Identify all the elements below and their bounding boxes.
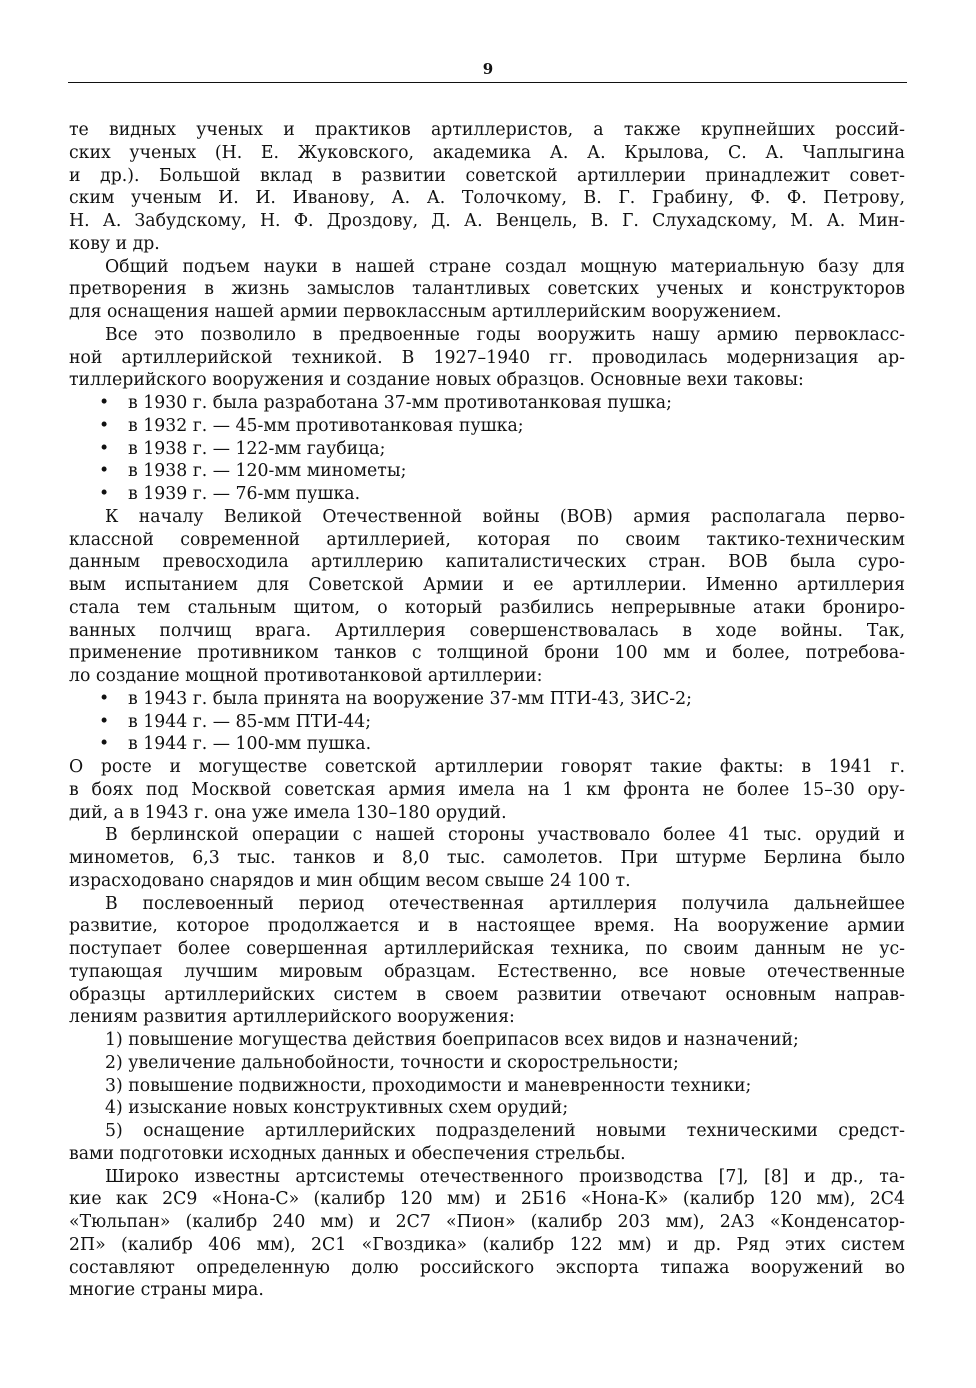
list-item xyxy=(69,688,905,711)
list-item: 2) увеличение дальнобойности, точности и скорострельности; xyxy=(105,1052,679,1073)
list-item xyxy=(69,711,905,734)
text-line: в боях под Москвой советская армия имела на 1 км фронта не более 15–30 ору- xyxy=(69,779,905,800)
list-item: 4) изыскание новых конструктивных схем орудий; xyxy=(105,1098,569,1119)
list-item: 1) повышение могущества действия боеприпасов всех видов и назначений; xyxy=(105,1030,799,1050)
text-line: «Тюльпан» (калибр 240 мм) и 2С7 «Пион» (калибр 203 мм), 2А3 «Конденсатор- xyxy=(69,1212,905,1232)
text-line: образцы артиллерийских систем в своем развитии отвечают основным направ- xyxy=(69,984,905,1005)
text-line: К началу Великой Отечественной войны (ВОВ) армия располагала перво- xyxy=(105,506,905,527)
paragraph xyxy=(69,824,905,892)
text-line: 2П» (калибр 406 мм), 2С1 «Гвоздика» (калибр 122 мм) и др. Ряд этих систем xyxy=(69,1234,905,1255)
paragraph xyxy=(69,1120,905,1166)
text-line: ских ученых (Н. Е. Жуковского, академика А. А. Крылова, С. А. Чаплыгина xyxy=(69,142,905,163)
text-line: ло создание мощной противотанковой артиллерии: xyxy=(69,666,543,686)
text-line: многие страны мира. xyxy=(69,1280,264,1301)
bullet-icon: • xyxy=(99,461,110,482)
text-line: поступает более совершенная артиллерийская техника, по своим данным не ус- xyxy=(69,939,905,959)
text-line: Н. А. Забудскому, Н. Ф. Дроздову, Д. А. Венцель, В. Г. Слухадскому, М. А. Мин- xyxy=(69,211,905,231)
text-line: и др.). Большой вклад в развитии советской артиллерии принадлежит совет- xyxy=(69,165,905,186)
bullet-icon: • xyxy=(99,393,110,413)
list-item-text: в 1932 г. — 45-мм противотанковая пушка; xyxy=(128,415,524,436)
text-line: классной современной артиллерией, которая по своим тактико-техническим xyxy=(69,529,905,550)
paragraph xyxy=(69,119,905,256)
text-line: стала тем стальным щитом, о который разбились непрерывные атаки брониро- xyxy=(69,597,905,618)
text-line: лениям развития артиллерийского вооружения: xyxy=(69,1007,515,1028)
bullet-icon: • xyxy=(99,711,110,732)
bullet-list xyxy=(69,688,905,756)
list-item-text: в 1944 г. — 85-мм ПТИ-44; xyxy=(128,711,372,732)
bullet-icon: • xyxy=(99,438,110,459)
list-item-text: в 1930 г. была разработана 37-мм противотанковая пушка; xyxy=(128,393,672,413)
paragraph xyxy=(69,506,905,688)
text-line: В берлинской операции с нашей стороны участвовало более 41 тыс. орудий и xyxy=(105,825,905,846)
bullet-icon: • xyxy=(99,415,110,436)
paragraph xyxy=(69,1166,905,1303)
text-line: ванных полчищ врага. Артиллерия совершенствовалась в ходе войны. Так, xyxy=(69,620,905,641)
list-item xyxy=(69,483,905,506)
paragraph xyxy=(69,256,905,324)
text-line: составляют определенную долю российского экспорта типажа вооружений во xyxy=(69,1257,905,1278)
text-line: В послевоенный период отечественная артиллерия получила дальнейшее xyxy=(105,893,905,914)
list-item xyxy=(69,392,905,415)
text-line: кие как 2С9 «Нона-С» (калибр 120 мм) и 2Б16 «Нона-К» (калибр 120 мм), 2С4 xyxy=(69,1189,905,1210)
list-item-text: в 1939 г. — 76-мм пушка. xyxy=(128,484,361,504)
text-line: те видных ученых и практиков артиллеристов, а также крупнейших россий- xyxy=(69,120,905,140)
text-line: для оснащения нашей армии первоклассным артиллерийским вооружением. xyxy=(69,302,782,322)
paragraph xyxy=(69,324,905,392)
bullet-list xyxy=(69,392,905,506)
bullet-icon: • xyxy=(99,734,110,755)
text-line: минометов, 6,3 тыс. танков и 8,0 тыс. самолетов. При штурме Берлина было xyxy=(69,848,905,868)
text-line: тиллерийского вооружения и создание новых образцов. Основные вехи таковы: xyxy=(69,370,804,391)
text-line: претворения в жизнь замыслов талантливых советских ученых и конструкторов xyxy=(69,279,905,300)
bullet-icon: • xyxy=(99,688,110,709)
text-line: кову и др. xyxy=(69,233,160,254)
list-item xyxy=(69,733,905,756)
numbered-list xyxy=(69,1029,905,1120)
text-line: Все это позволило в предвоенные годы вооружить нашу армию первокласс- xyxy=(105,324,905,345)
bullet-icon: • xyxy=(99,484,110,504)
list-item xyxy=(69,438,905,461)
text-line: тупающая лучшим мировым образцам. Естественно, все новые отечественные xyxy=(69,961,905,982)
page-body xyxy=(69,119,905,1302)
list-item-text: в 1944 г. — 100-мм пушка. xyxy=(128,734,372,755)
text-line: ной артиллерийской техникой. В 1927–1940 гг. проводилась модернизация ар- xyxy=(69,347,905,368)
list-item-text: в 1938 г. — 122-мм гаубица; xyxy=(128,438,386,459)
text-line: развитие, которое продолжается и в настоящее время. На вооружение армии xyxy=(69,916,905,937)
text-line: Общий подъем науки в нашей стране создал мощную материальную базу для xyxy=(105,256,905,277)
text-line: дий, а в 1943 г. она уже имела 130–180 орудий. xyxy=(69,802,507,823)
list-item xyxy=(69,460,905,483)
header-rule xyxy=(68,82,907,83)
text-line: израсходовано снарядов и мин общим весом свыше 24 100 т. xyxy=(69,870,631,891)
text-line: данным превосходила артиллерию капиталистических стран. ВОВ была суро- xyxy=(69,552,905,573)
paragraph xyxy=(69,756,905,824)
list-item: 3) повышение подвижности, проходимости и маневренности техники; xyxy=(105,1075,752,1096)
text-line: О росте и могуществе советской артиллерии говорят такие факты: в 1941 г. xyxy=(69,757,905,777)
text-line: применение противником танков с толщиной брони 100 мм и более, потребова- xyxy=(69,643,905,664)
text-line: Широко известны артсистемы отечественного производства [7], [8] и др., та- xyxy=(105,1166,905,1187)
text-line: вами подготовки исходных данных и обеспечения стрельбы. xyxy=(69,1143,626,1164)
paragraph xyxy=(69,893,905,1030)
text-line: ским ученым И. И. Иванову, А. А. Толочкому, В. Г. Грабину, Ф. Ф. Петрову, xyxy=(69,188,905,209)
page-number: 9 xyxy=(482,60,494,78)
list-item xyxy=(69,415,905,438)
text-line: вым испытанием для Советской Армии и ее артиллерии. Именно артиллерия xyxy=(69,575,905,595)
list-item-text: в 1943 г. была принята на вооружение 37-мм ПТИ-43, ЗИС-2; xyxy=(128,688,692,709)
text-line: 5) оснащение артиллерийских подразделений новыми техническими средст- xyxy=(105,1121,905,1141)
list-item-text: в 1938 г. — 120-мм минометы; xyxy=(128,461,407,482)
